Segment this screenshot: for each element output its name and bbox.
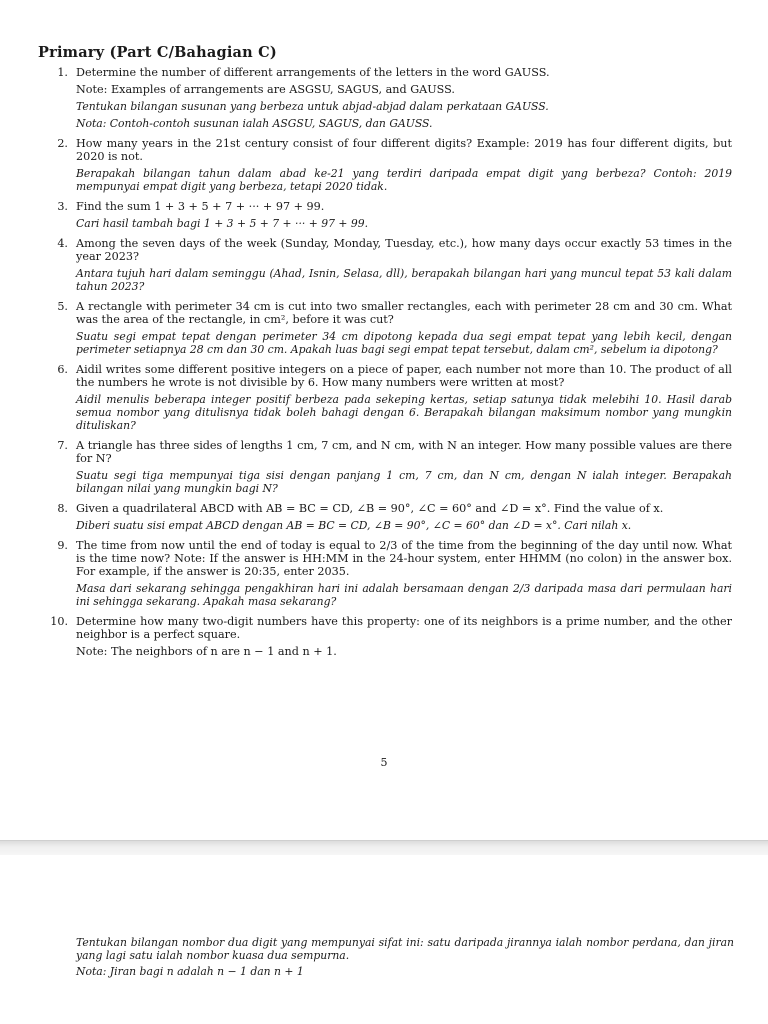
problem-item bbox=[42, 237, 732, 293]
problem-number: 3. bbox=[57, 200, 68, 213]
problem-number: 6. bbox=[57, 363, 68, 376]
problem-text-english: Aidil writes some different positive integers on a piece of paper, each number not more than 10. The product of all the numbers he wrote is not divisible by 6. How many numbers were written at most? bbox=[76, 363, 732, 389]
page-number: 5 bbox=[380, 756, 388, 769]
next-page bbox=[0, 855, 768, 1024]
problem-number: 4. bbox=[57, 237, 68, 250]
problem-text-malay: Suatu segi tiga mempunyai tiga sisi dengan panjang 1 cm, 7 cm, dan N cm, dengan N ialah integer. Berapakah bilangan nilai yang mungkin bagi N? bbox=[76, 469, 732, 495]
problem-text-malay: Nota: Contoh-contoh susunan ialah ASGSU, SAGUS, dan GAUSS. bbox=[76, 117, 433, 130]
problem-text-english: Note: Examples of arrangements are ASGSU, SAGUS, and GAUSS. bbox=[76, 83, 455, 96]
continuation-line: Tentukan bilangan nombor dua digit yang mempunyai sifat ini: satu daripada jirannya ialah nombor perdana, dan jiran yang lagi satu ialah nombor kuasa dua sempurna. bbox=[76, 936, 734, 962]
problem-text-malay: Cari hasil tambah bagi 1 + 3 + 5 + 7 + ··· + 97 + 99. bbox=[76, 217, 369, 230]
problem-number: 7. bbox=[57, 439, 68, 452]
problem-text-malay: Diberi suatu sisi empat ABCD dengan AB = BC = CD, ∠B = 90°, ∠C = 60° dan ∠D = x°. Cari nilah x. bbox=[76, 519, 632, 532]
problem-number: 1. bbox=[57, 66, 68, 79]
problem-text-english: Among the seven days of the week (Sunday, Monday, Tuesday, etc.), how many days occur exactly 53 times in the year 2023? bbox=[76, 237, 732, 263]
problem-text-english: How many years in the 21st century consist of four different digits? Example: 2019 has four different digits, but 2020 is not. bbox=[76, 137, 732, 163]
problem-text-malay: Aidil menulis beberapa integer positif berbeza pada sekeping kertas, setiap satunya tidak melebihi 10. Hasil darab semua nombor yang ditulisnya tidak boleh bahagi dengan 6. Berapakah bilangan maksimum nombor yang mungkin dituliskan? bbox=[76, 393, 732, 432]
problem-text-english: Given a quadrilateral ABCD with AB = BC = CD, ∠B = 90°, ∠C = 60° and ∠D = x°. Find the value of x. bbox=[76, 502, 664, 515]
problem-text-english: The time from now until the end of today is equal to 2/3 of the time from the beginning of the day until now. What is the time now? Note: If the answer is HH:MM in the 24-hour system, enter HHMM (no colon) in the answer box. For example, if the answer is 20:35, enter 2035. bbox=[76, 539, 732, 578]
problem-text-english: Determine the number of different arrangements of the letters in the word GAUSS. bbox=[76, 66, 550, 79]
problem-text-malay: Tentukan bilangan susunan yang berbeza untuk abjad-abjad dalam perkataan GAUSS. bbox=[76, 100, 549, 113]
problem-number: 10. bbox=[50, 615, 68, 628]
problem-number: 9. bbox=[57, 539, 68, 552]
problem-item bbox=[42, 615, 732, 658]
problem-text-malay: Antara tujuh hari dalam seminggu (Ahad, Isnin, Selasa, dll), berapakah bilangan hari yang muncul tepat 53 kali dalam tahun 2023? bbox=[76, 267, 732, 293]
problem-item bbox=[42, 300, 732, 356]
problem-text-english: Note: The neighbors of n are n − 1 and n + 1. bbox=[76, 645, 337, 658]
problem-number: 5. bbox=[57, 300, 68, 313]
problem-text-english: Find the sum 1 + 3 + 5 + 7 + ··· + 97 + 99. bbox=[76, 200, 325, 213]
page-separator bbox=[0, 840, 768, 855]
problem-number: 8. bbox=[57, 502, 68, 515]
problem-text-malay: Suatu segi empat tepat dengan perimeter 34 cm dipotong kepada dua segi empat tepat yang lebih kecil, dengan perimeter setiapnya 28 cm dan 30 cm. Apakah luas bagi segi empat tepat tersebut, dalam cm², sebelum ia dipotong? bbox=[76, 330, 732, 356]
problem-item bbox=[42, 200, 732, 230]
problem-item bbox=[42, 502, 732, 532]
problem-text-malay: Masa dari sekarang sehingga pengakhiran hari ini adalah bersamaan dengan 2/3 daripada masa dari permulaan hari ini sehingga sekarang. Apakah masa sekarang? bbox=[76, 582, 732, 608]
continuation-text bbox=[76, 936, 734, 981]
problem-text-english: Determine how many two-digit numbers have this property: one of its neighbors is a prime number, and the other neighbor is a perfect square. bbox=[76, 615, 732, 641]
continuation-line: Nota: Jiran bagi n adalah n − 1 dan n + 1 bbox=[76, 965, 304, 978]
problem-item bbox=[42, 363, 732, 432]
problem-text-english: A rectangle with perimeter 34 cm is cut into two smaller rectangles, each with perimeter 28 cm and 30 cm. What was the area of the rectangle, in cm², before it was cut? bbox=[76, 300, 732, 326]
section-title: Primary (Part C/Bahagian C) bbox=[38, 44, 277, 61]
problem-item bbox=[42, 439, 732, 495]
problem-list bbox=[42, 66, 732, 665]
problem-item bbox=[42, 539, 732, 608]
problem-text-english: A triangle has three sides of lengths 1 cm, 7 cm, and N cm, with N an integer. How many possible values are there for N? bbox=[76, 439, 732, 465]
problem-text-malay: Berapakah bilangan tahun dalam abad ke-21 yang terdiri daripada empat digit yang berbeza? Contoh: 2019 mempunyai empat digit yang berbeza, tetapi 2020 tidak. bbox=[76, 167, 732, 193]
problem-item bbox=[42, 66, 732, 130]
problem-number: 2. bbox=[57, 137, 68, 150]
problem-item bbox=[42, 137, 732, 193]
